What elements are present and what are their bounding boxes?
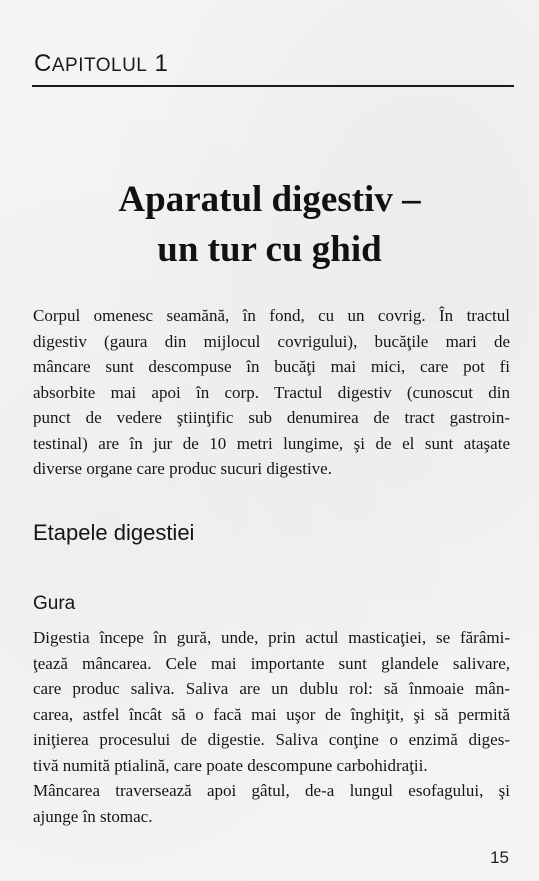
chapter-title-line-1: Aparatul digestiv –: [118, 179, 421, 220]
text-line: Corpul omenesc seamănă, în fond, cu un covrig. În tractul: [33, 306, 510, 325]
text-line: ajunge în stomac.: [33, 806, 153, 826]
body-paragraph: [33, 625, 510, 829]
chapter-number: 1: [154, 50, 169, 77]
text-line: absorbite mai apoi în corp. Tractul digestiv (cunoscut din: [33, 382, 510, 402]
text-line: Mâncarea traversează apoi gâtul, de-a lungul esofagului, şi: [33, 781, 510, 800]
subsection-heading: Gura: [33, 593, 76, 614]
text-line: diverse organe care produc sucuri digestive.: [33, 459, 332, 478]
page-number: 15: [490, 848, 509, 867]
chapter-title: [0, 175, 539, 275]
text-line: care produc saliva. Saliva are un dublu rol: să înmoaie mân-: [33, 679, 510, 698]
chapter-initial: C: [34, 50, 52, 77]
chapter-word: APITOLUL: [51, 55, 148, 76]
text-line: digestiv (gaura din mijlocul covrigului), bucăţile mari de: [33, 331, 510, 351]
text-line: Digestia începe în gură, unde, prin actul masticaţiei, se fărâmi-: [33, 628, 510, 647]
text-line: testinal) are în jur de 10 metri lungime, şi de el sunt ataşate: [33, 433, 510, 453]
chapter-title-line-2: un tur cu ghid: [157, 229, 382, 270]
chapter-rule: [32, 85, 514, 87]
chapter-label: [34, 50, 168, 80]
text-line: punct de vedere ştiinţific sub denumirea de tract gastroin-: [33, 408, 510, 427]
text-line: carea, astfel încât să o facă mai uşor de înghiţit, şi să permită: [33, 704, 510, 724]
text-line: iniţierea procesului de digestie. Saliva conţine o enzimă diges-: [33, 730, 510, 749]
text-line: tivă numită ptialină, care poate descompune carbohidraţii.: [33, 755, 428, 775]
section-heading: Etapele digestiei: [33, 520, 195, 545]
text-line: ţează mâncarea. Cele mai importante sunt glandele salivare,: [33, 653, 510, 673]
intro-paragraph: [33, 303, 510, 482]
text-line: mâncare sunt descompuse în bucăţi mai mici, care pot fi: [33, 357, 510, 376]
